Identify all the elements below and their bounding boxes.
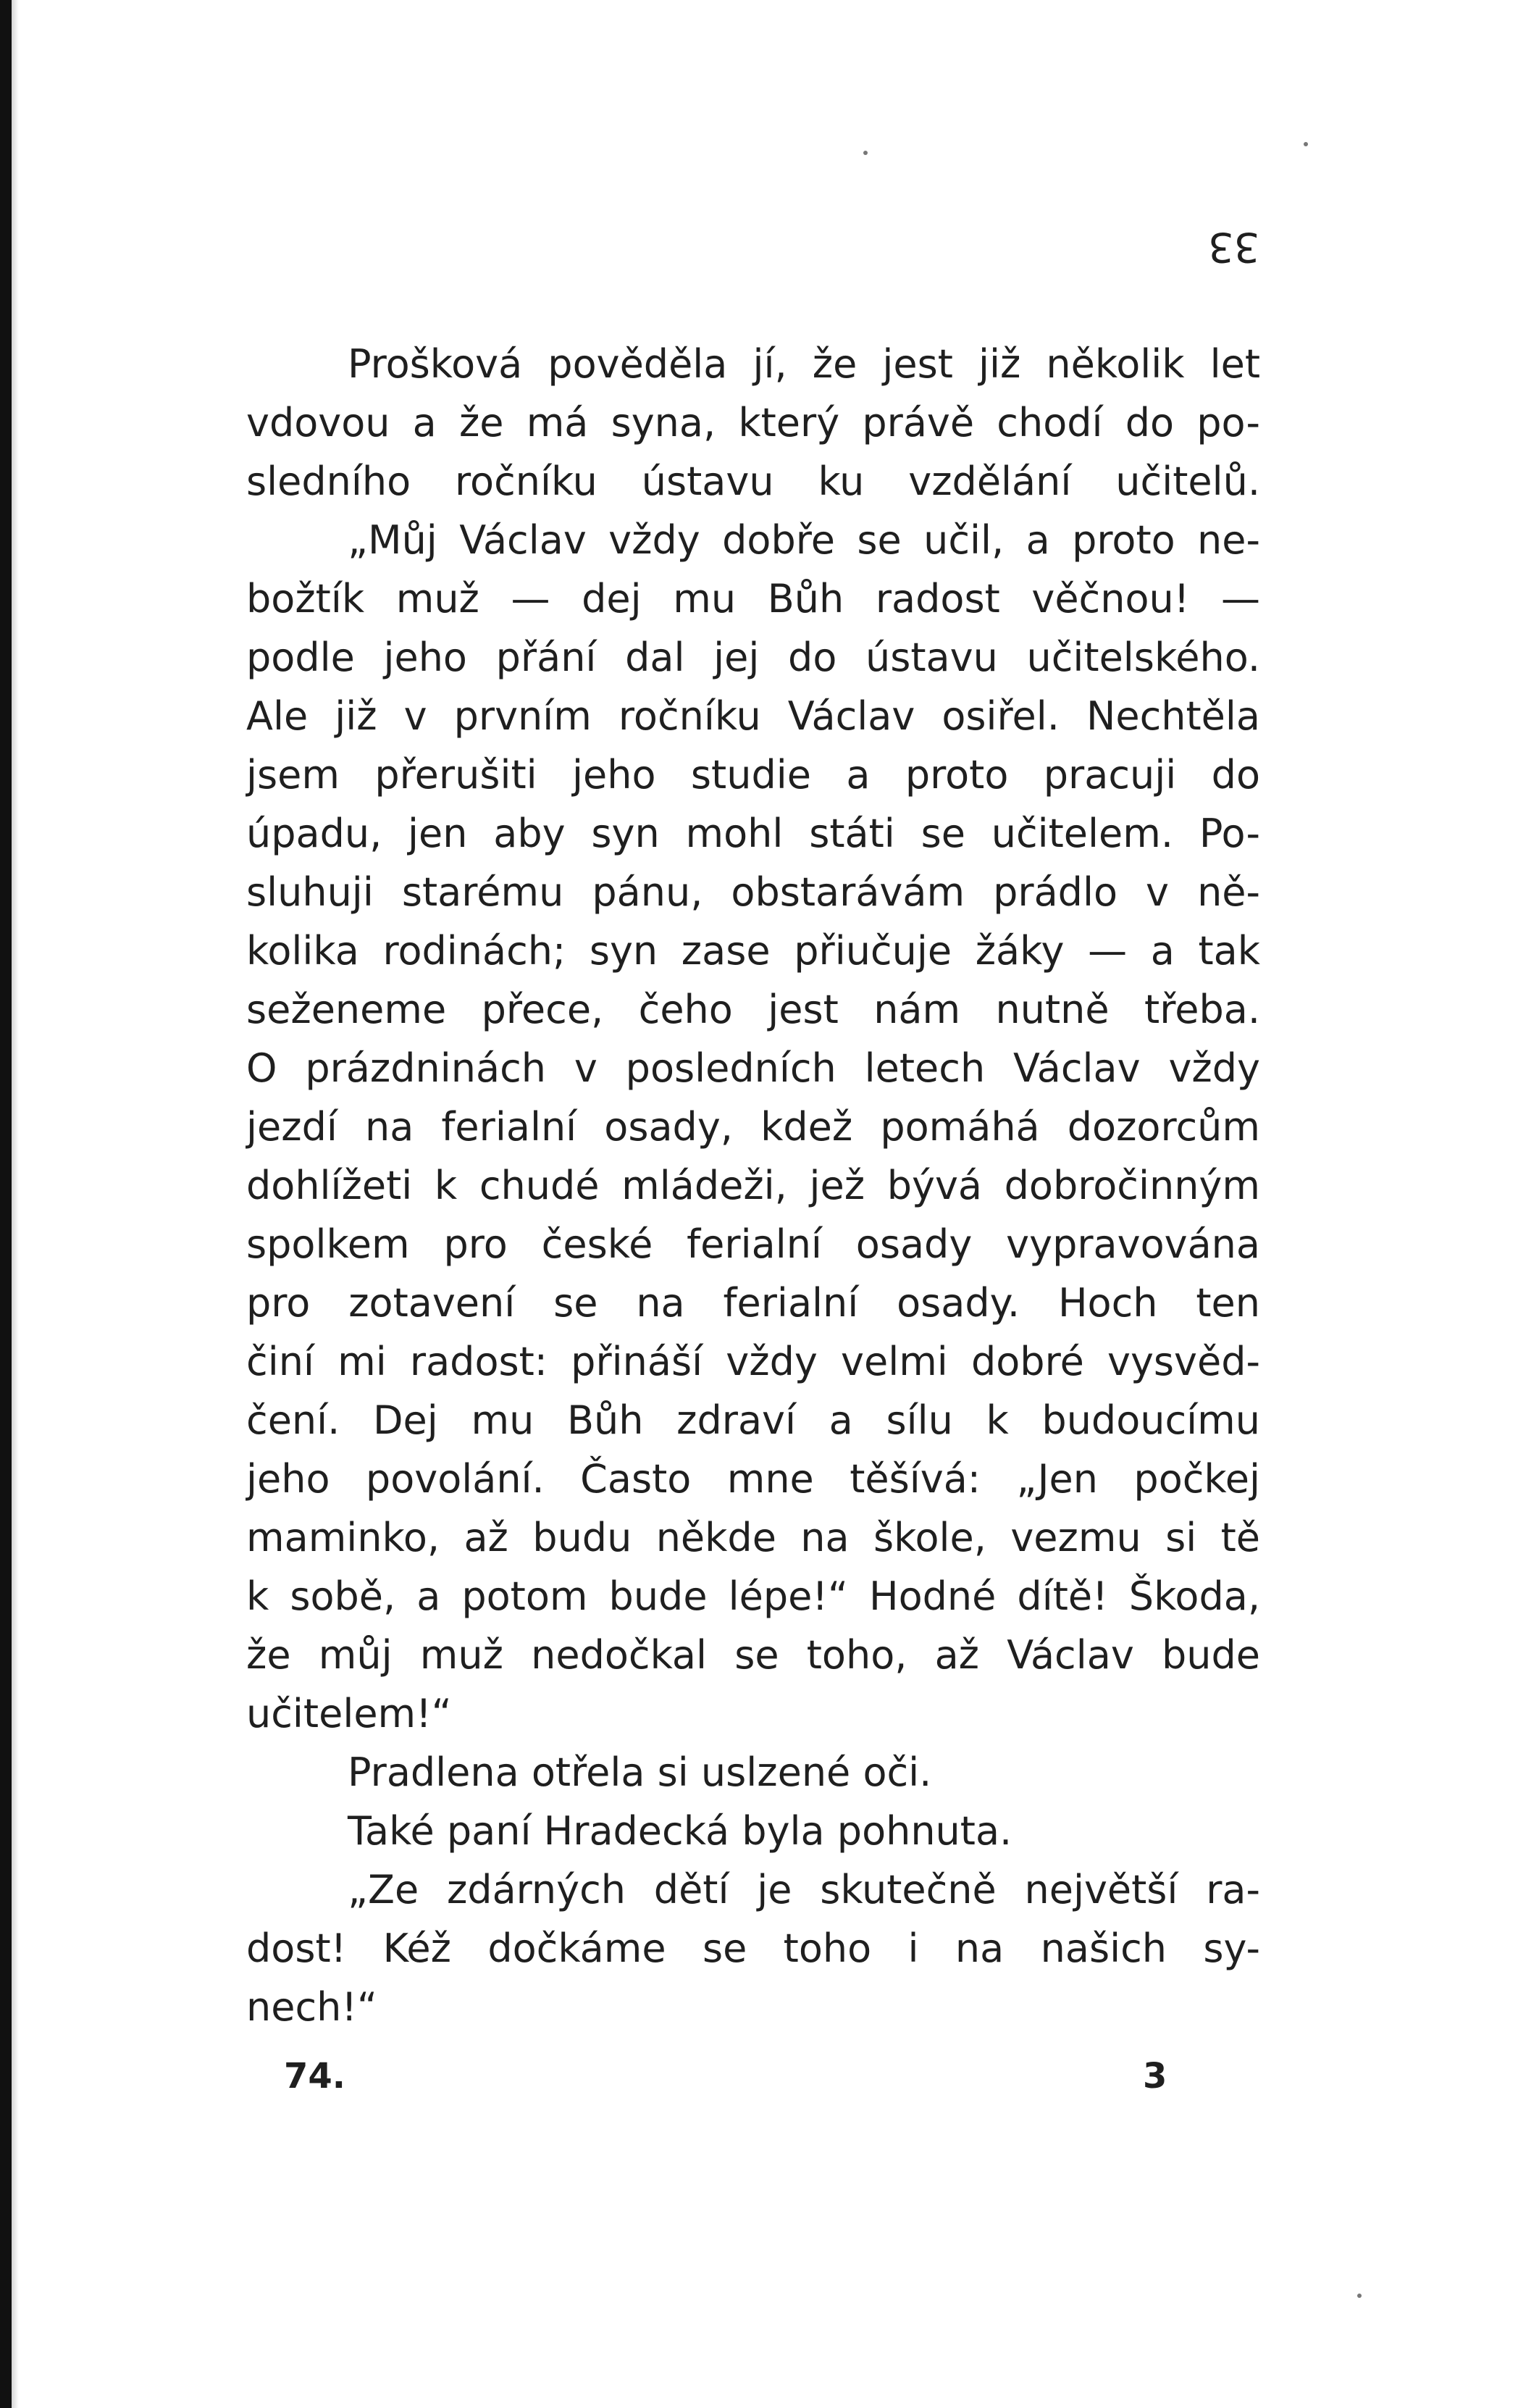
text-line: božtík muž — dej mu Bůh radost věčnou! —: [246, 576, 1260, 622]
text-line: čení. Dej mu Bůh zdraví a sílu k budoucímu: [246, 1397, 1260, 1443]
text-line: podle jeho přání dal jej do ústavu učitelského.: [246, 635, 1260, 680]
text-line: k sobě, a potom bude lépe!“ Hodné dítě! Škoda,: [246, 1573, 1260, 1619]
text-line: Prošková pověděla jí, že jest již několik let: [348, 341, 1260, 387]
text-line: jezdí na ferialní osady, kdež pomáhá dozorcům: [246, 1104, 1260, 1150]
paper-speck: [1304, 142, 1308, 146]
text-line: úpadu, jen aby syn mohl státi se učitelem. Po-: [246, 811, 1260, 856]
page-left-edge-shadow: [12, 0, 19, 2408]
text-line: Ale již v prvním ročníku Václav osiřel. Nechtěla: [246, 693, 1260, 739]
text-line: Také paní Hradecká byla pohnuta.: [348, 1808, 1012, 1854]
page-left-edge-bar: [0, 0, 12, 2408]
text-line: že můj muž nedočkal se toho, až Václav bude: [246, 1632, 1260, 1678]
text-line: vdovou a že má syna, který právě chodí do po-: [246, 400, 1260, 446]
text-line: sluhuji starému pánu, obstarávám prádlo v ně-: [246, 869, 1260, 915]
text-line: spolkem pro české ferialní osady vypravována: [246, 1221, 1260, 1267]
text-line: kolika rodinách; syn zase přiučuje žáky — a tak: [246, 928, 1260, 974]
text-line: jsem přerušiti jeho studie a proto pracuji do: [246, 752, 1260, 798]
paper-speck: [1357, 2294, 1362, 2298]
text-line: činí mi radost: přináší vždy velmi dobré vysvěd-: [246, 1339, 1260, 1384]
text-line: O prázdninách v posledních letech Václav vždy: [246, 1045, 1260, 1091]
signature-mark: 74.: [284, 2056, 346, 2096]
text-line: učitelem!“: [246, 1691, 452, 1736]
body-text: [246, 335, 1260, 2036]
text-line: jeho povolání. Často mne těšívá: „Jen počkej: [246, 1456, 1260, 1502]
text-line: maminko, až budu někde na škole, vezmu si tě: [246, 1515, 1260, 1560]
text-line: dohlížeti k chudé mládeži, jež bývá dobročinným: [246, 1163, 1260, 1208]
text-line: sledního ročníku ústavu ku vzdělání učitelů.: [246, 459, 1260, 504]
text-line: „Ze zdárných dětí je skutečně největší ra-: [348, 1867, 1260, 1912]
text-line: „Můj Václav vždy dobře se učil, a proto ne-: [348, 517, 1260, 563]
page-number: 33: [1208, 223, 1260, 270]
page-footer: [0, 2056, 1518, 2107]
text-line: pro zotavení se na ferialní osady. Hoch ten: [246, 1280, 1260, 1326]
text-line: nech!“: [246, 1984, 377, 2030]
text-line: dost! Kéž dočkáme se toho i na našich sy-: [246, 1926, 1260, 1971]
text-line: seženeme přece, čeho jest nám nutně třeba.: [246, 987, 1260, 1032]
text-line: Pradlena otřela si uslzené oči.: [348, 1749, 932, 1795]
signature-number: 3: [1143, 2056, 1167, 2096]
paper-speck: [863, 151, 868, 155]
